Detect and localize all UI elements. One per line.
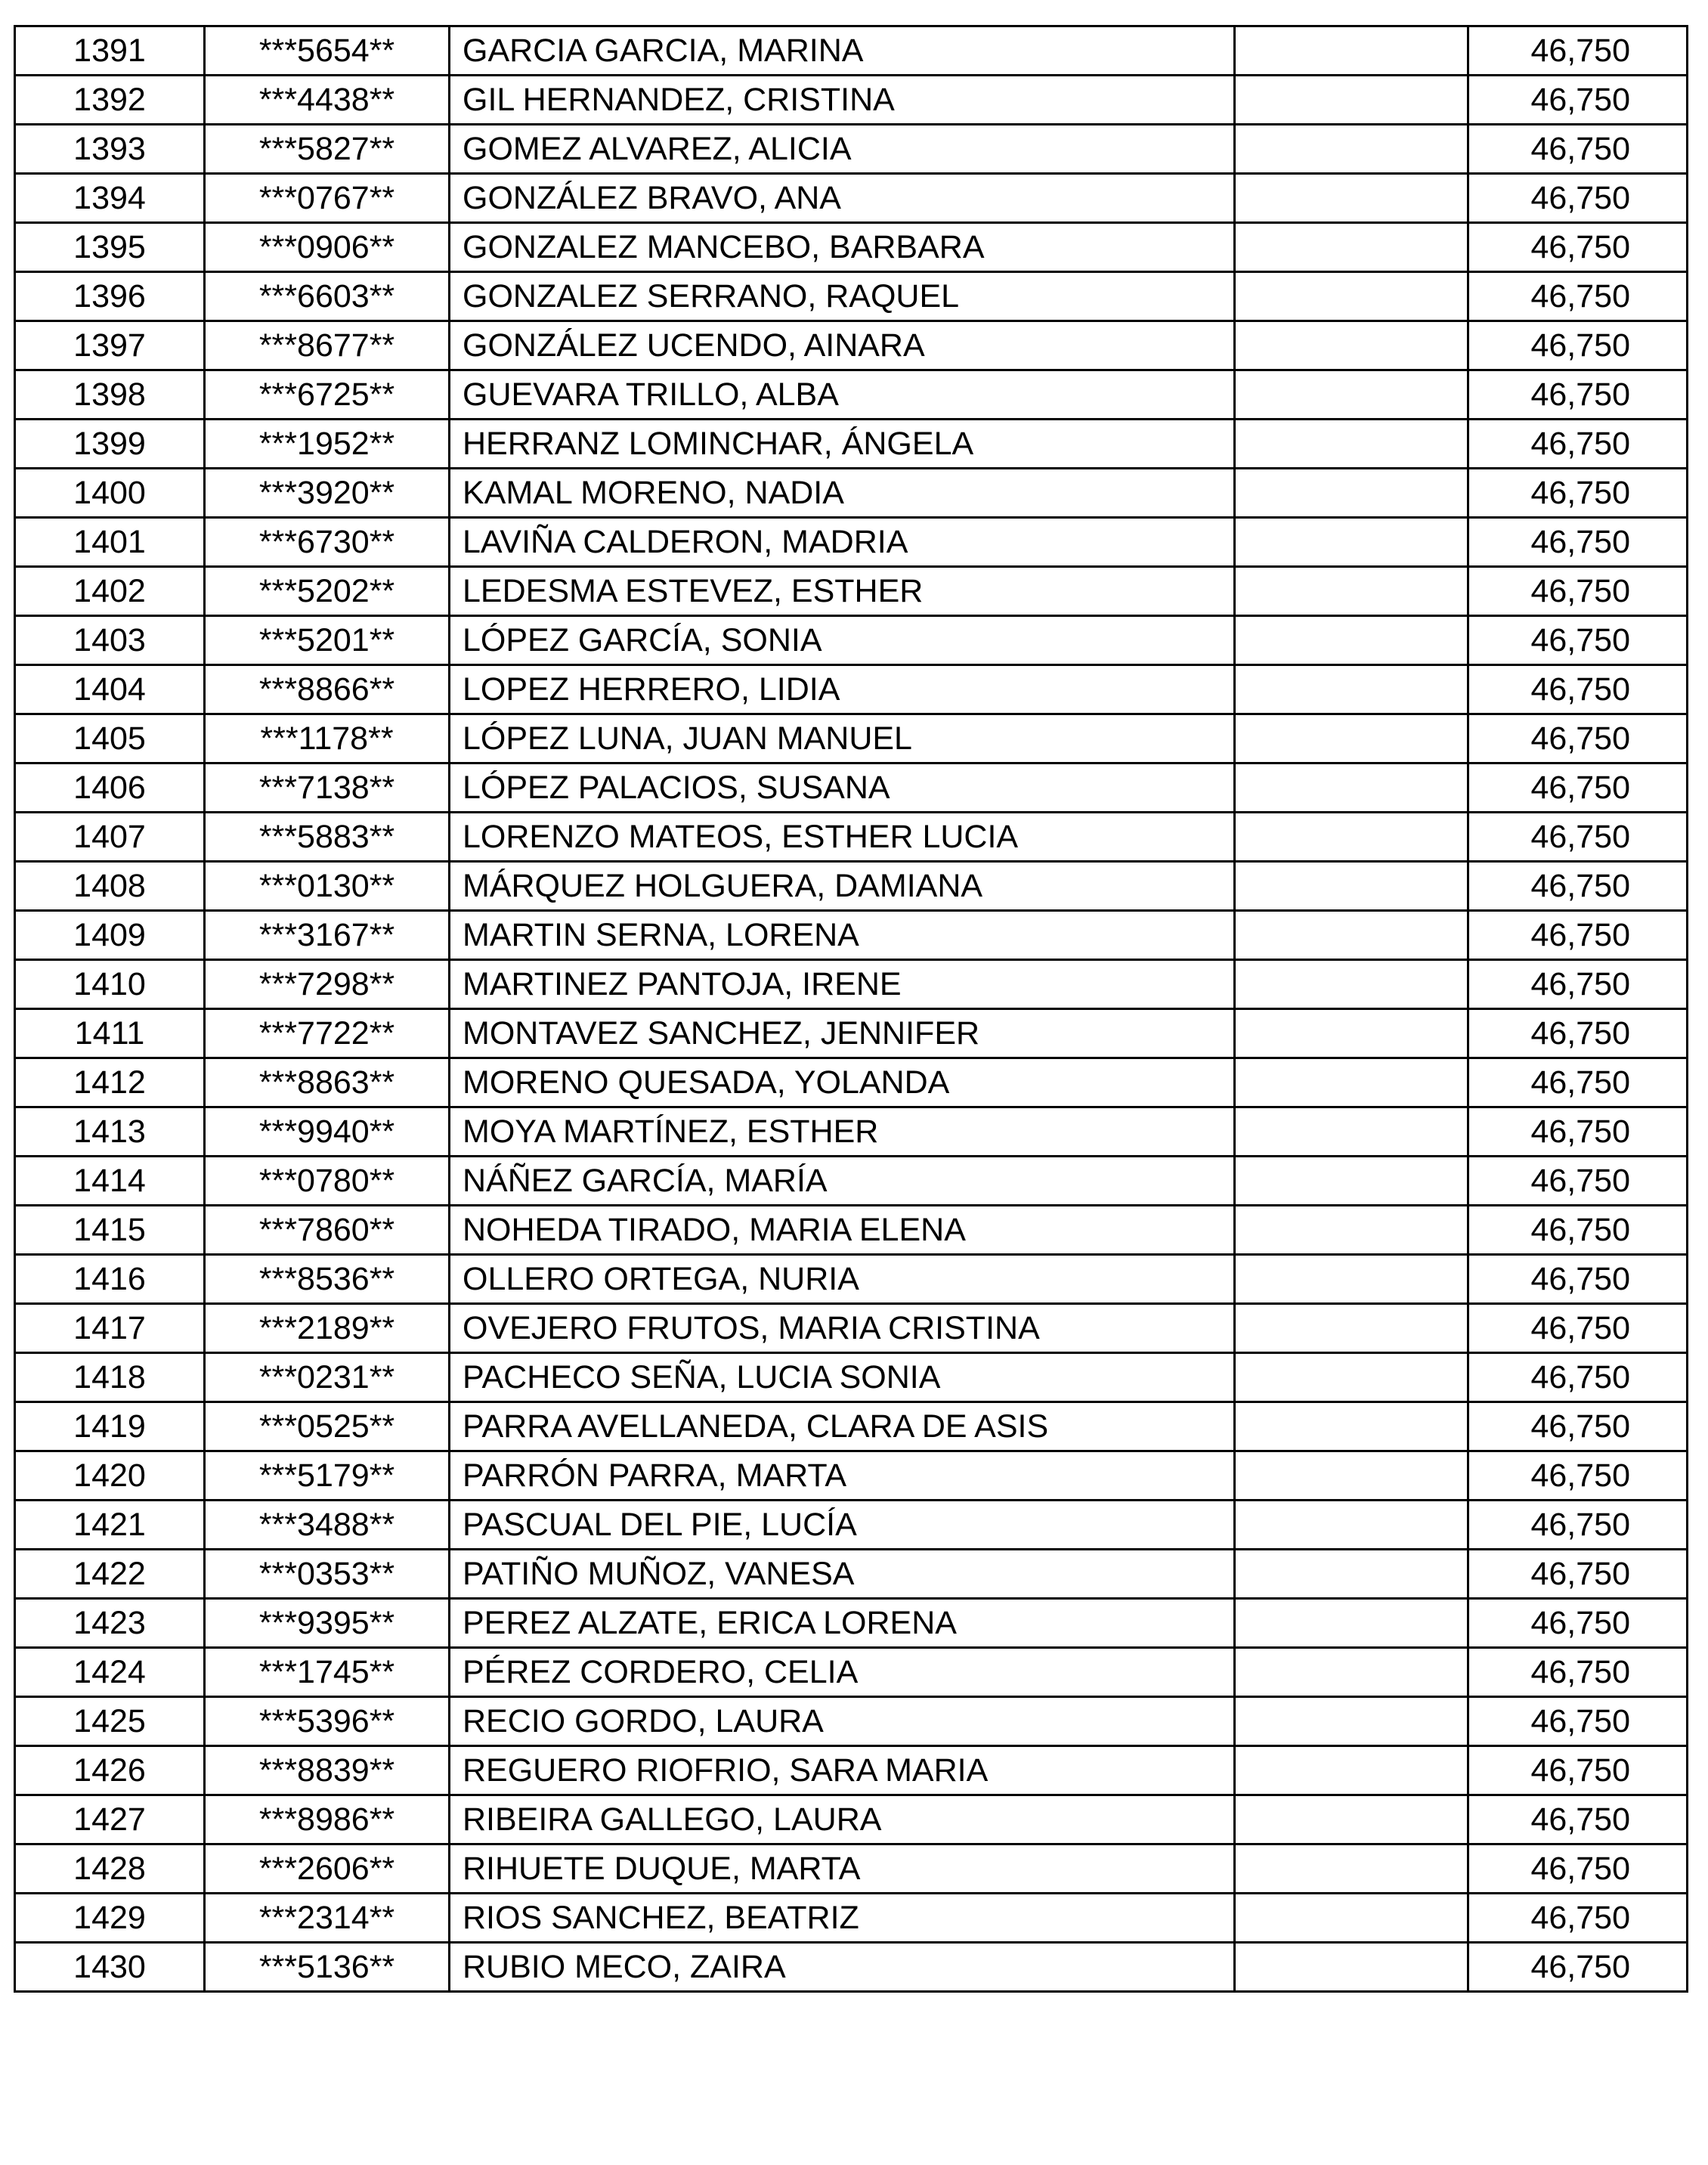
masked-id-cell: ***2606** (205, 1844, 450, 1894)
score-cell: 46,750 (1468, 1353, 1688, 1402)
order-number-cell: 1393 (15, 125, 205, 174)
score-cell: 46,750 (1468, 1206, 1688, 1255)
score-cell: 46,750 (1468, 125, 1688, 174)
order-number-cell: 1417 (15, 1304, 205, 1353)
empty-cell (1235, 1943, 1468, 1992)
masked-id-cell: ***0906** (205, 223, 450, 272)
full-name-cell: LOPEZ HERRERO, LIDIA (450, 665, 1235, 714)
masked-id-cell: ***8986** (205, 1795, 450, 1844)
full-name-cell: PÉREZ CORDERO, CELIA (450, 1648, 1235, 1697)
masked-id-cell: ***5201** (205, 616, 450, 665)
score-cell: 46,750 (1468, 469, 1688, 518)
masked-id-cell: ***3920** (205, 469, 450, 518)
order-number-cell: 1397 (15, 321, 205, 370)
masked-id-cell: ***1745** (205, 1648, 450, 1697)
order-number-cell: 1428 (15, 1844, 205, 1894)
masked-id-cell: ***5202** (205, 567, 450, 616)
empty-cell (1235, 1107, 1468, 1157)
order-number-cell: 1425 (15, 1697, 205, 1746)
empty-cell (1235, 1844, 1468, 1894)
table-row (15, 1009, 1688, 1058)
table-row (15, 1304, 1688, 1353)
full-name-cell: RIHUETE DUQUE, MARTA (450, 1844, 1235, 1894)
empty-cell (1235, 763, 1468, 813)
empty-cell (1235, 76, 1468, 125)
empty-cell (1235, 665, 1468, 714)
score-cell: 46,750 (1468, 1304, 1688, 1353)
score-cell: 46,750 (1468, 321, 1688, 370)
empty-cell (1235, 518, 1468, 567)
score-cell: 46,750 (1468, 862, 1688, 911)
masked-id-cell: ***0767** (205, 174, 450, 223)
score-cell: 46,750 (1468, 1795, 1688, 1844)
table-row (15, 1157, 1688, 1206)
masked-id-cell: ***2189** (205, 1304, 450, 1353)
empty-cell (1235, 26, 1468, 76)
table-row (15, 272, 1688, 321)
order-number-cell: 1400 (15, 469, 205, 518)
full-name-cell: GONZALEZ SERRANO, RAQUEL (450, 272, 1235, 321)
masked-id-cell: ***8866** (205, 665, 450, 714)
table-row (15, 1550, 1688, 1599)
masked-id-cell: ***9940** (205, 1107, 450, 1157)
order-number-cell: 1408 (15, 862, 205, 911)
order-number-cell: 1398 (15, 370, 205, 420)
empty-cell (1235, 813, 1468, 862)
masked-id-cell: ***9395** (205, 1599, 450, 1648)
score-cell: 46,750 (1468, 665, 1688, 714)
order-number-cell: 1392 (15, 76, 205, 125)
table-row (15, 862, 1688, 911)
table-row (15, 370, 1688, 420)
table-row (15, 26, 1688, 76)
table-row (15, 960, 1688, 1009)
masked-id-cell: ***0130** (205, 862, 450, 911)
table-row (15, 321, 1688, 370)
table-row (15, 1599, 1688, 1648)
empty-cell (1235, 1353, 1468, 1402)
order-number-cell: 1430 (15, 1943, 205, 1992)
order-number-cell: 1407 (15, 813, 205, 862)
order-number-cell: 1424 (15, 1648, 205, 1697)
empty-cell (1235, 862, 1468, 911)
masked-id-cell: ***1952** (205, 420, 450, 469)
full-name-cell: GUEVARA TRILLO, ALBA (450, 370, 1235, 420)
order-number-cell: 1399 (15, 420, 205, 469)
full-name-cell: LEDESMA ESTEVEZ, ESTHER (450, 567, 1235, 616)
order-number-cell: 1409 (15, 911, 205, 960)
masked-id-cell: ***7722** (205, 1009, 450, 1058)
score-cell: 46,750 (1468, 1894, 1688, 1943)
full-name-cell: LÓPEZ LUNA, JUAN MANUEL (450, 714, 1235, 763)
score-cell: 46,750 (1468, 1157, 1688, 1206)
full-name-cell: KAMAL MORENO, NADIA (450, 469, 1235, 518)
full-name-cell: NOHEDA TIRADO, MARIA ELENA (450, 1206, 1235, 1255)
full-name-cell: MÁRQUEZ HOLGUERA, DAMIANA (450, 862, 1235, 911)
masked-id-cell: ***3167** (205, 911, 450, 960)
table-row (15, 1501, 1688, 1550)
table-row (15, 1746, 1688, 1795)
order-number-cell: 1411 (15, 1009, 205, 1058)
order-number-cell: 1405 (15, 714, 205, 763)
masked-id-cell: ***5654** (205, 26, 450, 76)
order-number-cell: 1395 (15, 223, 205, 272)
order-number-cell: 1401 (15, 518, 205, 567)
score-cell: 46,750 (1468, 1451, 1688, 1501)
empty-cell (1235, 1451, 1468, 1501)
masked-id-cell: ***8677** (205, 321, 450, 370)
table-row (15, 174, 1688, 223)
masked-id-cell: ***6603** (205, 272, 450, 321)
score-cell: 46,750 (1468, 1402, 1688, 1451)
full-name-cell: MORENO QUESADA, YOLANDA (450, 1058, 1235, 1107)
table-row (15, 1107, 1688, 1157)
order-number-cell: 1410 (15, 960, 205, 1009)
full-name-cell: PACHECO SEÑA, LUCIA SONIA (450, 1353, 1235, 1402)
empty-cell (1235, 960, 1468, 1009)
table-row (15, 1795, 1688, 1844)
score-cell: 46,750 (1468, 1501, 1688, 1550)
full-name-cell: RECIO GORDO, LAURA (450, 1697, 1235, 1746)
order-number-cell: 1403 (15, 616, 205, 665)
full-name-cell: MOYA MARTÍNEZ, ESTHER (450, 1107, 1235, 1157)
masked-id-cell: ***0780** (205, 1157, 450, 1206)
masked-id-cell: ***4438** (205, 76, 450, 125)
candidate-list-table (14, 25, 1688, 1993)
table-row (15, 1255, 1688, 1304)
score-cell: 46,750 (1468, 76, 1688, 125)
empty-cell (1235, 1599, 1468, 1648)
masked-id-cell: ***0231** (205, 1353, 450, 1402)
full-name-cell: LÓPEZ GARCÍA, SONIA (450, 616, 1235, 665)
order-number-cell: 1404 (15, 665, 205, 714)
score-cell: 46,750 (1468, 1599, 1688, 1648)
empty-cell (1235, 1058, 1468, 1107)
full-name-cell: PARRÓN PARRA, MARTA (450, 1451, 1235, 1501)
score-cell: 46,750 (1468, 223, 1688, 272)
order-number-cell: 1402 (15, 567, 205, 616)
empty-cell (1235, 1157, 1468, 1206)
order-number-cell: 1396 (15, 272, 205, 321)
empty-cell (1235, 1009, 1468, 1058)
masked-id-cell: ***5883** (205, 813, 450, 862)
empty-cell (1235, 1795, 1468, 1844)
order-number-cell: 1427 (15, 1795, 205, 1844)
full-name-cell: RUBIO MECO, ZAIRA (450, 1943, 1235, 1992)
score-cell: 46,750 (1468, 1844, 1688, 1894)
full-name-cell: RIOS SANCHEZ, BEATRIZ (450, 1894, 1235, 1943)
table-row (15, 1648, 1688, 1697)
score-cell: 46,750 (1468, 1107, 1688, 1157)
full-name-cell: MONTAVEZ SANCHEZ, JENNIFER (450, 1009, 1235, 1058)
full-name-cell: GONZÁLEZ UCENDO, AINARA (450, 321, 1235, 370)
empty-cell (1235, 616, 1468, 665)
order-number-cell: 1416 (15, 1255, 205, 1304)
masked-id-cell: ***6730** (205, 518, 450, 567)
order-number-cell: 1426 (15, 1746, 205, 1795)
table-row (15, 714, 1688, 763)
score-cell: 46,750 (1468, 1550, 1688, 1599)
score-cell: 46,750 (1468, 813, 1688, 862)
score-cell: 46,750 (1468, 1943, 1688, 1992)
masked-id-cell: ***5396** (205, 1697, 450, 1746)
score-cell: 46,750 (1468, 1009, 1688, 1058)
score-cell: 46,750 (1468, 714, 1688, 763)
masked-id-cell: ***3488** (205, 1501, 450, 1550)
full-name-cell: PEREZ ALZATE, ERICA LORENA (450, 1599, 1235, 1648)
table-row (15, 1943, 1688, 1992)
masked-id-cell: ***6725** (205, 370, 450, 420)
full-name-cell: OVEJERO FRUTOS, MARIA CRISTINA (450, 1304, 1235, 1353)
score-cell: 46,750 (1468, 960, 1688, 1009)
masked-id-cell: ***7138** (205, 763, 450, 813)
score-cell: 46,750 (1468, 616, 1688, 665)
score-cell: 46,750 (1468, 567, 1688, 616)
empty-cell (1235, 321, 1468, 370)
score-cell: 46,750 (1468, 1058, 1688, 1107)
empty-cell (1235, 174, 1468, 223)
order-number-cell: 1412 (15, 1058, 205, 1107)
table-row (15, 813, 1688, 862)
masked-id-cell: ***2314** (205, 1894, 450, 1943)
score-cell: 46,750 (1468, 1746, 1688, 1795)
candidate-list-body (15, 26, 1688, 1992)
masked-id-cell: ***7860** (205, 1206, 450, 1255)
table-row (15, 567, 1688, 616)
order-number-cell: 1429 (15, 1894, 205, 1943)
table-row (15, 223, 1688, 272)
masked-id-cell: ***0353** (205, 1550, 450, 1599)
score-cell: 46,750 (1468, 272, 1688, 321)
order-number-cell: 1394 (15, 174, 205, 223)
empty-cell (1235, 714, 1468, 763)
table-row (15, 1402, 1688, 1451)
score-cell: 46,750 (1468, 763, 1688, 813)
table-row (15, 1353, 1688, 1402)
table-row (15, 1844, 1688, 1894)
table-row (15, 616, 1688, 665)
table-row (15, 1451, 1688, 1501)
full-name-cell: RIBEIRA GALLEGO, LAURA (450, 1795, 1235, 1844)
table-row (15, 518, 1688, 567)
score-cell: 46,750 (1468, 26, 1688, 76)
score-cell: 46,750 (1468, 911, 1688, 960)
empty-cell (1235, 420, 1468, 469)
full-name-cell: GONZALEZ MANCEBO, BARBARA (450, 223, 1235, 272)
empty-cell (1235, 1304, 1468, 1353)
order-number-cell: 1423 (15, 1599, 205, 1648)
empty-cell (1235, 1697, 1468, 1746)
empty-cell (1235, 911, 1468, 960)
table-row (15, 665, 1688, 714)
order-number-cell: 1413 (15, 1107, 205, 1157)
empty-cell (1235, 1255, 1468, 1304)
full-name-cell: PATIÑO MUÑOZ, VANESA (450, 1550, 1235, 1599)
table-row (15, 911, 1688, 960)
full-name-cell: GARCIA GARCIA, MARINA (450, 26, 1235, 76)
full-name-cell: PASCUAL DEL PIE, LUCÍA (450, 1501, 1235, 1550)
masked-id-cell: ***8536** (205, 1255, 450, 1304)
empty-cell (1235, 272, 1468, 321)
empty-cell (1235, 1894, 1468, 1943)
order-number-cell: 1414 (15, 1157, 205, 1206)
table-row (15, 469, 1688, 518)
table-row (15, 763, 1688, 813)
full-name-cell: REGUERO RIOFRIO, SARA MARIA (450, 1746, 1235, 1795)
masked-id-cell: ***7298** (205, 960, 450, 1009)
full-name-cell: LÓPEZ PALACIOS, SUSANA (450, 763, 1235, 813)
full-name-cell: NÁÑEZ GARCÍA, MARÍA (450, 1157, 1235, 1206)
full-name-cell: GONZÁLEZ BRAVO, ANA (450, 174, 1235, 223)
order-number-cell: 1419 (15, 1402, 205, 1451)
table-row (15, 420, 1688, 469)
full-name-cell: LORENZO MATEOS, ESTHER LUCIA (450, 813, 1235, 862)
full-name-cell: GOMEZ ALVAREZ, ALICIA (450, 125, 1235, 174)
score-cell: 46,750 (1468, 370, 1688, 420)
order-number-cell: 1421 (15, 1501, 205, 1550)
order-number-cell: 1422 (15, 1550, 205, 1599)
table-row (15, 1697, 1688, 1746)
empty-cell (1235, 223, 1468, 272)
masked-id-cell: ***5179** (205, 1451, 450, 1501)
empty-cell (1235, 1550, 1468, 1599)
score-cell: 46,750 (1468, 1648, 1688, 1697)
full-name-cell: PARRA AVELLANEDA, CLARA DE ASIS (450, 1402, 1235, 1451)
empty-cell (1235, 1648, 1468, 1697)
full-name-cell: LAVIÑA CALDERON, MADRIA (450, 518, 1235, 567)
order-number-cell: 1406 (15, 763, 205, 813)
score-cell: 46,750 (1468, 174, 1688, 223)
score-cell: 46,750 (1468, 1697, 1688, 1746)
order-number-cell: 1420 (15, 1451, 205, 1501)
score-cell: 46,750 (1468, 1255, 1688, 1304)
table-row (15, 76, 1688, 125)
empty-cell (1235, 1206, 1468, 1255)
masked-id-cell: ***8839** (205, 1746, 450, 1795)
table-row (15, 125, 1688, 174)
table-row (15, 1206, 1688, 1255)
empty-cell (1235, 370, 1468, 420)
full-name-cell: MARTINEZ PANTOJA, IRENE (450, 960, 1235, 1009)
masked-id-cell: ***5827** (205, 125, 450, 174)
table-row (15, 1894, 1688, 1943)
full-name-cell: GIL HERNANDEZ, CRISTINA (450, 76, 1235, 125)
masked-id-cell: ***8863** (205, 1058, 450, 1107)
order-number-cell: 1418 (15, 1353, 205, 1402)
empty-cell (1235, 125, 1468, 174)
full-name-cell: MARTIN SERNA, LORENA (450, 911, 1235, 960)
masked-id-cell: ***0525** (205, 1402, 450, 1451)
order-number-cell: 1391 (15, 26, 205, 76)
order-number-cell: 1415 (15, 1206, 205, 1255)
empty-cell (1235, 1501, 1468, 1550)
table-row (15, 1058, 1688, 1107)
masked-id-cell: ***1178** (205, 714, 450, 763)
empty-cell (1235, 567, 1468, 616)
empty-cell (1235, 1402, 1468, 1451)
score-cell: 46,750 (1468, 518, 1688, 567)
empty-cell (1235, 469, 1468, 518)
empty-cell (1235, 1746, 1468, 1795)
full-name-cell: HERRANZ LOMINCHAR, ÁNGELA (450, 420, 1235, 469)
masked-id-cell: ***5136** (205, 1943, 450, 1992)
score-cell: 46,750 (1468, 420, 1688, 469)
full-name-cell: OLLERO ORTEGA, NURIA (450, 1255, 1235, 1304)
